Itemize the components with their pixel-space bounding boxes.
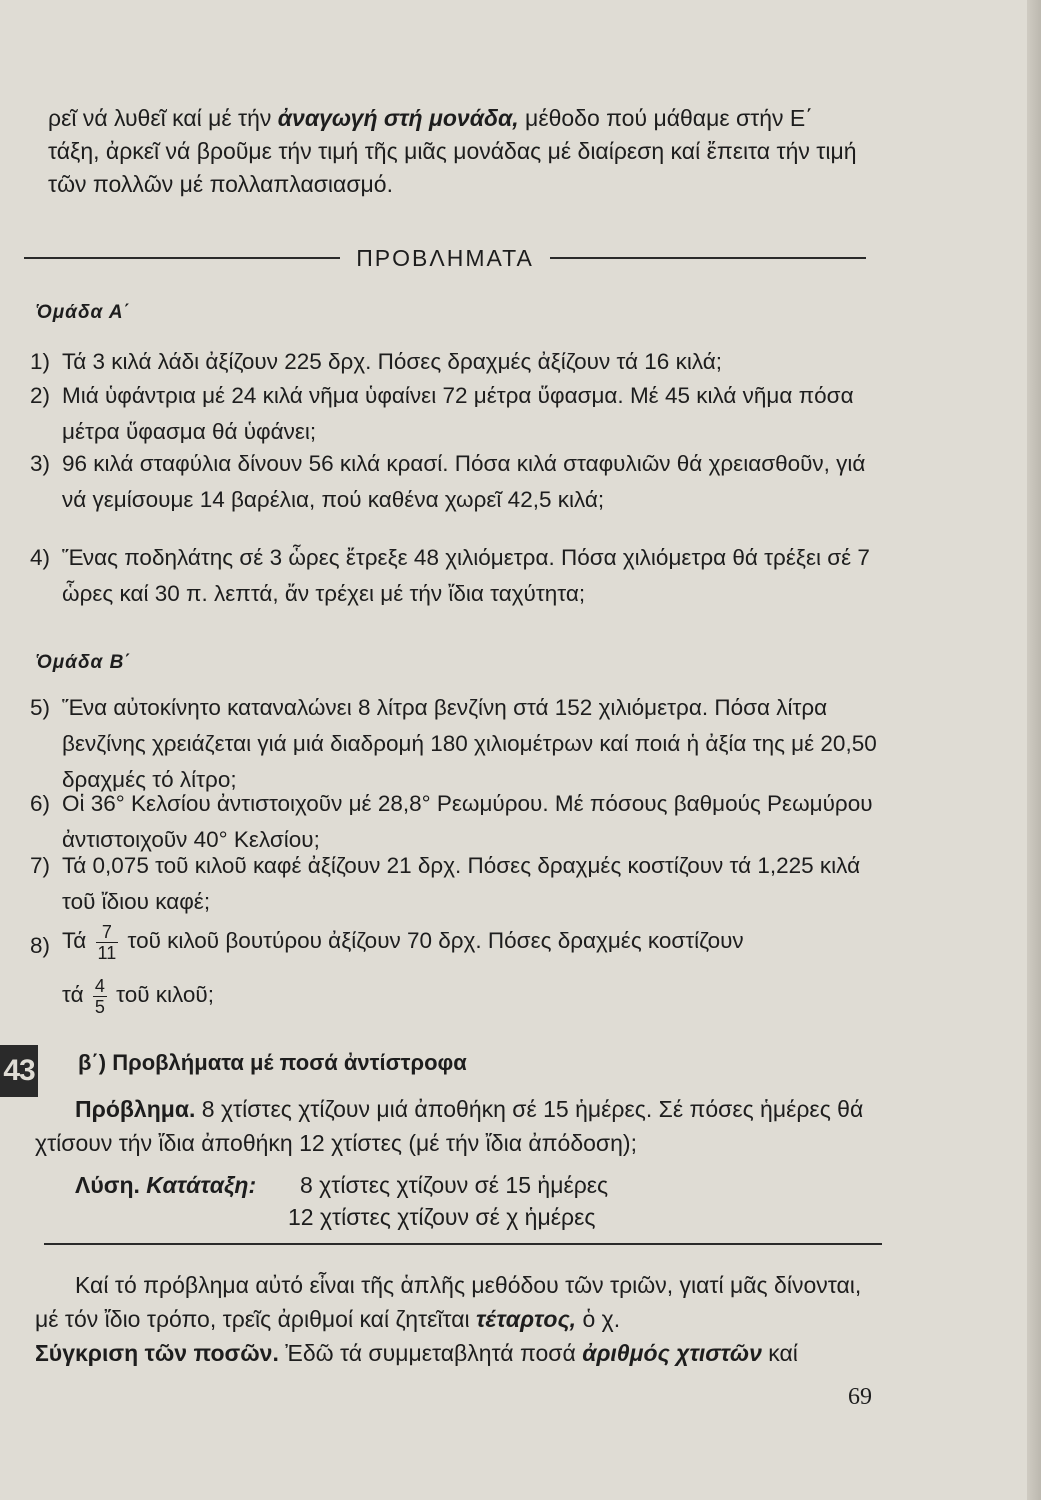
page-number: 69: [848, 1384, 872, 1410]
problem-number: 5): [30, 695, 51, 720]
problem-text: Μιά ὑφάντρια μέ 24 κιλά νῆμα ὑφαίνει 72 μέτρα ὕφασμα. Μέ 45 κιλά νῆμα πόσα μέτρα ὕφασμα θά ὑφάνει;: [62, 383, 854, 444]
problem-text: Ἕνας ποδηλάτης σέ 3 ὧρες ἔτρεξε 48 χιλιόμετρα. Πόσα χιλιόμετρα θά τρέξει σέ 7 ὧρες καί 30 π. λεπτά, ἄν τρέχει μέ τήν ἴδια ταχύτητα;: [62, 545, 870, 606]
closing-text: Καί τό πρόβλημα αὐτό εἶναι τῆς ἁπλῆς μεθόδου τῶν τριῶν, γιατί μᾶς δίνονται, μέ τόν ἴδιο τρόπο, τρεῖς ἀριθμοί καί ζητεῖται: [35, 1272, 862, 1332]
example-text: 8 χτίστες χτίζουν μιά ἀποθήκη σέ 15 ἡμέρες. Σέ πόσες ἡμέρες θά χτίσουν τήν ἴδια ἀποθήκη 12 χτίστες (μέ τήν ἴδια ἀπόδοση);: [35, 1096, 864, 1156]
fraction-numerator: 4: [94, 975, 105, 996]
arrangement-line-1: 8 χτίστες χτίζουν σέ 15 ἡμέρες: [300, 1172, 609, 1198]
problem-number: 3): [30, 451, 51, 476]
problem-8-prefix: Τά: [62, 928, 87, 953]
problem-number: 7): [30, 853, 51, 878]
problem-number: 1): [30, 349, 51, 374]
problem-number: 4): [30, 545, 51, 570]
intro-text-1: ρεῖ νά λυθεῖ καί μέ τήν: [48, 105, 278, 131]
closing-emphasis: τέταρτος,: [476, 1306, 577, 1332]
intro-paragraph: [48, 102, 868, 201]
problem-number: 6): [30, 791, 51, 816]
title-rule-left: [24, 257, 340, 259]
section-heading: β΄) Προβλήματα μέ ποσά ἀντίστροφα: [78, 1050, 467, 1075]
comparison-label: Σύγκριση τῶν ποσῶν.: [35, 1340, 279, 1366]
intro-text-2: μέθοδο πού μάθαμε στήν Ε΄ τάξη, ἀρκεῖ νά βροῦμε τήν τιμή τῆς μιᾶς μονάδας μέ διαίρεση καί ἔπειτα τήν τιμή τῶν πολλῶν μέ πολλαπλασιασμό.: [48, 105, 857, 197]
comparison-text: Ἐδῶ τά συμμεταβλητά ποσά: [278, 1340, 583, 1366]
comparison-paragraph: [35, 1336, 885, 1370]
problems-title: ΠΡΟΒΛΗΜΑΤΑ: [356, 244, 534, 271]
problems-title-row: [24, 243, 866, 273]
problem-item: [30, 446, 880, 518]
arrangement-line-2: 12 χτίστες χτίζουν σέ χ ἡμέρες: [288, 1204, 596, 1230]
problem-text: [62, 918, 880, 1018]
intro-emphasis: ἀναγωγή στή μονάδα,: [277, 105, 519, 131]
closing-paragraph: [35, 1268, 885, 1336]
problem-8-prefix-2: τά: [62, 982, 84, 1007]
problem-item: [30, 378, 880, 450]
fraction: [96, 922, 119, 963]
example-label: Πρόβλημα.: [75, 1096, 196, 1122]
fraction-denominator: 11: [97, 942, 117, 963]
divider-rule: [44, 1243, 882, 1245]
fraction-denominator: 5: [94, 996, 105, 1017]
solution-label-row: [75, 1172, 256, 1199]
comparison-tail: καί: [761, 1340, 798, 1366]
section-number-badge: 43: [0, 1045, 38, 1097]
problem-item: [30, 848, 880, 920]
closing-text-end: ὁ χ.: [576, 1306, 621, 1332]
problem-text: Τά 0,075 τοῦ κιλοῦ καφέ ἀξίζουν 21 δρχ. Πόσες δραχμές κοστίζουν τά 1,225 κιλά τοῦ ἴδιου καφέ;: [62, 853, 861, 914]
comparison-emphasis: ἀριθμός χτιστῶν: [582, 1340, 762, 1366]
page-edge-shadow: [1027, 0, 1041, 1500]
group-a-heading: Ὁμάδα Α΄: [36, 302, 131, 323]
problem-item: [30, 690, 880, 798]
problem-item: [30, 918, 880, 1018]
problem-text: Οἱ 36° Κελσίου ἀντιστοιχοῦν μέ 28,8° Ρεωμύρου. Μέ πόσους βαθμούς Ρεωμύρου ἀντιστοιχοῦν 40° Κελσίου;: [62, 791, 873, 852]
example-problem: [35, 1092, 885, 1160]
problem-text: 96 κιλά σταφύλια δίνουν 56 κιλά κρασί. Πόσα κιλά σταφυλιῶν θά χρειασθοῦν, γιά νά γεμίσουμε 14 βαρέλια, πού καθένα χωρεῖ 42,5 κιλά;: [62, 451, 866, 512]
fraction: [93, 976, 107, 1017]
problem-8-suffix: τοῦ κιλοῦ;: [116, 982, 214, 1007]
problem-number: 2): [30, 383, 51, 408]
problem-text: Τά 3 κιλά λάδι ἀξίζουν 225 δρχ. Πόσες δραχμές ἀξίζουν τά 16 κιλά;: [62, 349, 722, 374]
problem-8-text: τοῦ κιλοῦ βουτύρου ἀξίζουν 70 δρχ. Πόσες δραχμές κοστίζουν: [127, 928, 744, 953]
fraction-numerator: 7: [96, 922, 119, 943]
group-b-heading: Ὁμάδα Β΄: [36, 652, 132, 673]
problem-item: [30, 344, 880, 380]
solution-label: Λύση.: [75, 1172, 140, 1198]
problem-number: 8): [30, 933, 51, 958]
problem-item: [30, 540, 880, 612]
arrangement-label: Κατάταξη:: [146, 1172, 257, 1198]
title-rule-right: [550, 257, 866, 259]
problem-text: Ἕνα αὐτοκίνητο καταναλώνει 8 λίτρα βενζίνη στά 152 χιλιόμετρα. Πόσα λίτρα βενζίνης χρειάζεται γιά μιά διαδρομή 180 χιλιομέτρων καί ποιά ἡ ἀξία της μέ 20,50 δραχμές τό λίτρο;: [62, 695, 877, 792]
